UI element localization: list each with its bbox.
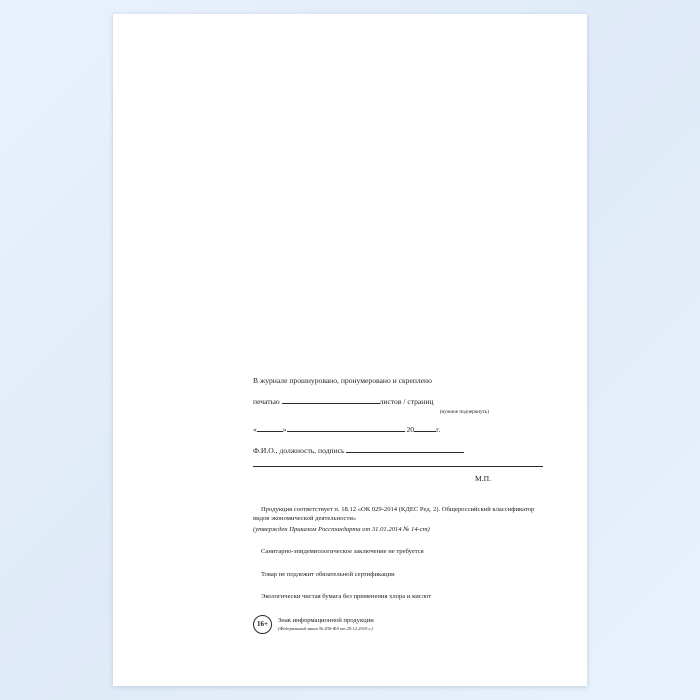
- age-badge-law: (Федеральный закон № 436-ФЗ от 29.12.2010 г.): [278, 625, 373, 631]
- document-page: [113, 14, 587, 686]
- quote-close: »: [282, 424, 287, 434]
- note-okved: [253, 505, 543, 524]
- note-okved-italic: (утвержден Приказом Росстандарта от 31.01.2014 № 14-ст): [253, 525, 430, 533]
- note-certification: Товар не подлежит обязательной сертификации: [261, 570, 395, 578]
- age-badge-row: [253, 615, 543, 634]
- underline-hint: (нужное подчеркнуть): [439, 408, 489, 415]
- day-blank[interactable]: [257, 431, 283, 432]
- signature-label: Ф.И.О., должность, подпись: [253, 445, 345, 455]
- certification-line-2: [253, 397, 543, 407]
- age-badge-title: Знак информационной продукции: [278, 617, 374, 625]
- certification-line-1: В журнале прошнуровано, пронумеровано и скреплено: [253, 376, 432, 385]
- year-suffix: г.: [436, 424, 441, 434]
- age-rating-icon: 16+: [253, 615, 272, 634]
- note-sanitary: Санитарно-эпидемиологическое заключение не требуется: [261, 548, 424, 556]
- signature-second-rule[interactable]: [253, 465, 543, 467]
- note-okved-italic-wrap: [253, 525, 543, 535]
- page-content: [253, 376, 543, 634]
- sheets-pages-label: листов / страниц: [379, 397, 434, 407]
- sheets-count-blank[interactable]: [282, 403, 380, 404]
- year-blank[interactable]: [414, 431, 436, 432]
- age-badge-texts: [278, 617, 374, 632]
- year-prefix: 20: [406, 424, 415, 434]
- note-ecology: Экологически чистая бумага без применения хлора и кислот: [261, 593, 432, 601]
- signature-line: [253, 446, 543, 455]
- stamp-place: М.П.: [474, 473, 491, 483]
- signature-blank[interactable]: [346, 452, 464, 453]
- date-line: [253, 425, 543, 434]
- pechatyu-label: печатью: [253, 397, 280, 407]
- note-okved-text: Продукция соответствует п. 18.12 «ОК 029-2014 (КДЕС Ред. 2). Общероссийский классификатор видов экономической деятельности»: [253, 505, 535, 523]
- quote-open: «: [253, 424, 257, 434]
- month-blank[interactable]: [287, 431, 405, 432]
